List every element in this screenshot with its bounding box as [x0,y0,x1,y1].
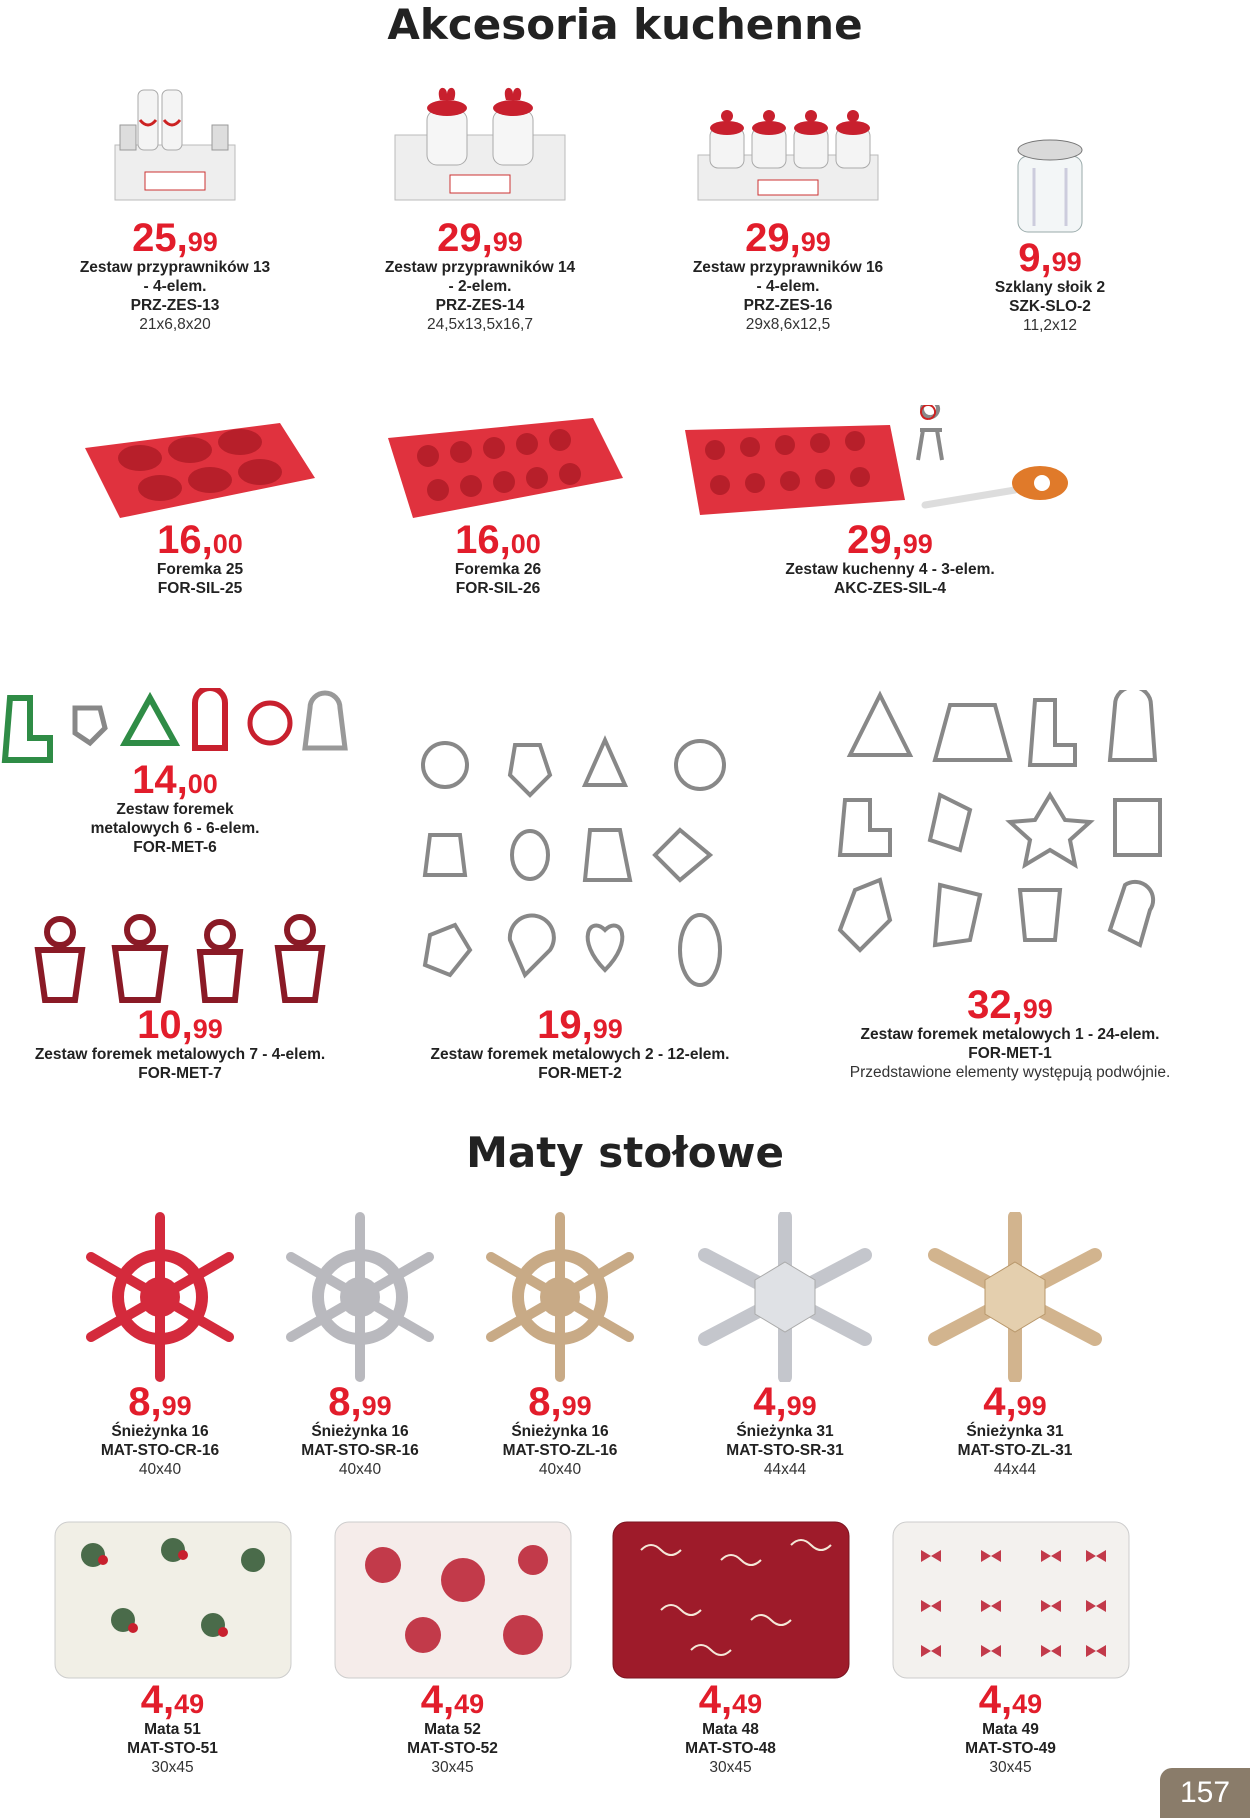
product-name: Mata 51 [144,1721,201,1738]
product-code: FOR-MET-7 [138,1065,222,1082]
product-name: Mata 49 [982,1721,1039,1738]
product-card[interactable] [465,1212,655,1479]
product-card[interactable] [15,910,345,1083]
product-code: MAT-STO-52 [407,1740,498,1757]
product-name: Zestaw przyprawników 14 [384,259,576,276]
product-card[interactable] [80,520,320,598]
product-name: Śnieżynka 16 [311,1423,409,1440]
product-dimensions: 30x45 [151,1759,194,1776]
product-image [75,1212,245,1382]
product-card[interactable] [50,1520,295,1777]
product-dimensions: 21x6,8x20 [139,316,211,333]
product-name: Zestaw foremek metalowych 7 - 4-elem. [34,1046,326,1063]
product-card[interactable] [0,688,355,763]
price: 10,99 [137,1003,223,1047]
product-code: AKC-ZES-SIL-4 [834,580,946,597]
product-code: MAT-STO-ZL-16 [502,1442,618,1459]
product-card[interactable] [378,408,628,523]
product-name: Śnieżynka 31 [736,1423,834,1440]
product-card[interactable] [820,690,1200,1082]
product-image [20,910,340,1005]
price: 4,99 [983,1380,1047,1424]
price: 4,99 [753,1380,817,1424]
product-card[interactable] [675,405,1115,520]
product-card[interactable] [940,138,1160,335]
price: 8,99 [328,1380,392,1424]
product-card[interactable] [55,760,295,857]
product-image [611,1520,851,1680]
product-name: Foremka 25 [156,561,244,578]
product-dimensions: 40x40 [538,1461,582,1478]
product-dimensions: 44x44 [993,1461,1037,1478]
price: 4,49 [420,1678,485,1722]
product-image [100,80,250,218]
product-dimensions: 30x45 [989,1759,1032,1776]
product-card[interactable] [75,408,325,523]
price: 9,99 [1018,236,1082,280]
product-code: MAT-STO-ZL-31 [957,1442,1073,1459]
product-code: PRZ-ZES-14 [435,297,525,314]
product-card[interactable] [360,80,600,334]
product-image [0,688,355,763]
product-image [680,405,1110,520]
product-code: MAT-STO-SR-31 [726,1442,844,1459]
product-image [475,1212,645,1382]
product-card[interactable] [400,725,760,1083]
product-name: Śnieżynka 16 [511,1423,609,1440]
product-image [53,1520,293,1680]
product-name: Zestaw foremek [116,801,234,818]
price: 29,99 [847,518,933,562]
product-dimensions: 29x8,6x12,5 [745,316,831,333]
price: 16,00 [157,518,243,562]
product-image [920,1212,1110,1382]
product-code: PRZ-ZES-13 [130,297,220,314]
product-image [1010,138,1090,238]
product-code: MAT-STO-48 [685,1740,776,1757]
product-code: FOR-MET-1 [968,1045,1052,1062]
product-name-cont: - 4-elem. [143,278,207,295]
product-image [383,408,623,523]
price: 32,99 [967,983,1053,1027]
product-card[interactable] [915,1212,1115,1479]
product-card[interactable] [265,1212,455,1479]
price: 19,99 [537,1003,623,1047]
product-code: FOR-MET-2 [538,1065,622,1082]
product-name-cont: metalowych 6 - 6-elem. [90,820,260,837]
product-name: Zestaw przyprawników 13 [79,259,271,276]
product-name: Mata 48 [702,1721,759,1738]
product-image [830,690,1190,985]
product-name: Zestaw kuchenny 4 - 3-elem. [785,561,995,578]
product-code: PRZ-ZES-16 [743,297,833,314]
product-name-cont: - 4-elem. [756,278,820,295]
product-image [891,1520,1131,1680]
product-name: Zestaw foremek metalowych 1 - 24-elem. [860,1026,1160,1043]
product-name-cont: - 2-elem. [448,278,512,295]
product-image [690,1212,880,1382]
section-title-mats: Maty stołowe [466,1128,784,1177]
product-name: Zestaw przyprawników 16 [692,259,884,276]
product-code: FOR-SIL-26 [455,580,541,597]
product-dimensions: 30x45 [431,1759,474,1776]
price: 14,00 [132,758,218,802]
product-image [80,408,320,523]
product-code: FOR-SIL-25 [157,580,243,597]
price: 8,99 [528,1380,592,1424]
price: 4,49 [140,1678,205,1722]
product-name: Mata 52 [424,1721,481,1738]
product-dimensions: 30x45 [709,1759,752,1776]
product-code: MAT-STO-CR-16 [100,1442,220,1459]
product-dimensions: 44x44 [763,1461,807,1478]
product-code: MAT-STO-51 [127,1740,218,1757]
product-name: Śnieżynka 31 [966,1423,1064,1440]
product-card[interactable] [65,1212,255,1479]
product-card[interactable] [330,1520,575,1777]
product-dimensions: 11,2x12 [1022,317,1077,334]
product-name: Foremka 26 [454,561,542,578]
product-code: FOR-MET-6 [133,839,217,856]
product-code: MAT-STO-49 [965,1740,1056,1757]
product-code: MAT-STO-SR-16 [301,1442,419,1459]
price: 29,99 [745,216,831,260]
product-name: Szklany słoik 2 [994,279,1106,296]
product-name: Zestaw foremek metalowych 2 - 12-elem. [430,1046,730,1063]
price: 16,00 [455,518,541,562]
product-image [385,80,575,218]
product-card[interactable] [608,1520,853,1777]
product-image [410,725,750,1005]
product-card[interactable] [888,1520,1133,1777]
product-image [275,1212,445,1382]
price: 25,99 [132,216,218,260]
product-name: Śnieżynka 16 [111,1423,209,1440]
price: 29,99 [437,216,523,260]
page-number: 157 [1160,1768,1250,1818]
product-dimensions: 24,5x13,5x16,7 [426,316,533,333]
product-code: SZK-SLO-2 [1009,298,1091,315]
product-card[interactable] [770,520,1010,598]
product-image [333,1520,573,1680]
product-image [688,80,888,218]
product-card[interactable] [55,80,295,334]
product-note: Przedstawione elementy występują podwójnie. [849,1064,1171,1081]
price: 4,49 [978,1678,1043,1722]
product-card[interactable] [685,1212,885,1479]
price: 4,49 [698,1678,763,1722]
price: 8,99 [128,1380,192,1424]
product-card[interactable] [378,520,618,598]
section-title-kitchen: Akcesoria kuchenne [387,0,863,49]
product-dimensions: 40x40 [338,1461,382,1478]
product-card[interactable] [668,80,908,334]
product-dimensions: 40x40 [138,1461,182,1478]
